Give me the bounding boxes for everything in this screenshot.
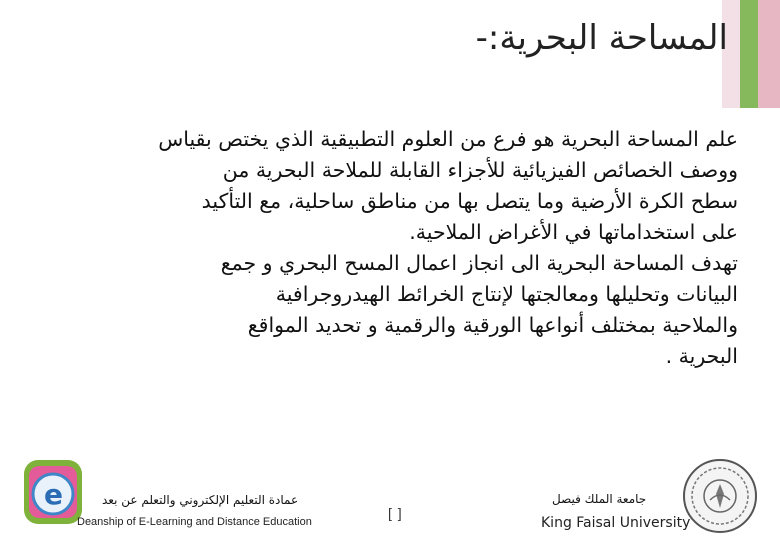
body-line: على استخداماتها في الأغراض الملاحية. — [409, 220, 738, 244]
university-name-en: King Faisal University — [541, 515, 691, 531]
body-line: تهدف المساحة البحرية الى انجاز اعمال المسح البحري و جمع — [220, 251, 738, 275]
body-line: علم المساحة البحرية هو فرع من العلوم التطبيقية الذي يختص بقياس — [158, 127, 738, 151]
page-number: [ ] — [388, 505, 403, 521]
decor-strip-green — [740, 0, 758, 108]
slide-title: المساحة البحرية:- — [475, 18, 728, 58]
university-name-ar: جامعة الملك فيصل — [552, 492, 647, 506]
body-line: البحرية . — [665, 344, 738, 368]
decor-strip-pink — [758, 0, 780, 108]
kfu-seal-icon — [680, 456, 760, 536]
body-line: البيانات وتحليلها ومعالجتها لإنتاج الخرائط الهيدروجرافية — [275, 282, 738, 306]
body-line: والملاحية بمختلف أنواعها الورقية والرقمية و تحديد المواقع — [247, 313, 738, 337]
body-line: سطح الكرة الأرضية وما يتصل بها من مناطق ساحلية، مع التأكيد — [201, 189, 738, 213]
svg-text:e: e — [44, 478, 63, 511]
slide-body — [30, 124, 738, 372]
body-line: ووصف الخصائص الفيزيائية للأجزاء القابلة للملاحة البحرية من — [222, 158, 738, 182]
deanship-name-ar: عمادة التعليم الإلكتروني والتعلم عن بعد — [102, 493, 299, 507]
deanship-name-en: Deanship of E-Learning and Distance Education — [77, 516, 312, 528]
